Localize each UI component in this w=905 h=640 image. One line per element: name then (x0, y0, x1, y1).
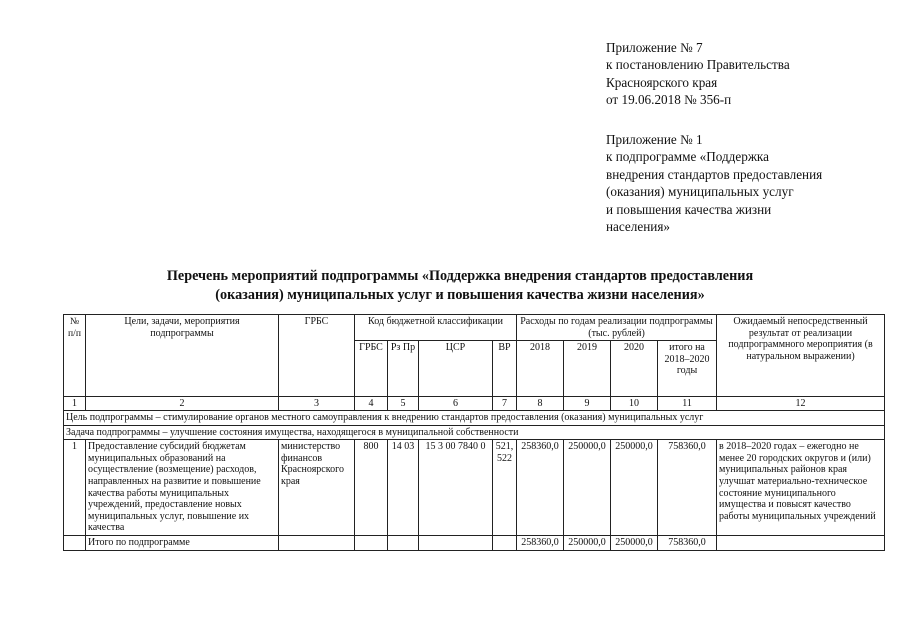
appendix-7-block (606, 39, 790, 109)
column-number: 12 (717, 397, 885, 411)
total-empty-cell (388, 535, 419, 550)
appendix-1-block (606, 131, 822, 235)
total-row (64, 535, 885, 550)
total-all: 758360,0 (658, 535, 717, 550)
column-number: 11 (658, 397, 717, 411)
appendix-7-line: к постановлению Правительства (606, 57, 790, 73)
header-expenses: Расходы по годам реализации подпрограммы (тыс. рублей) (517, 315, 717, 341)
header-budget-code: Код бюджетной классификации (355, 315, 517, 341)
item-num: 1 (64, 440, 86, 536)
column-number: 9 (564, 397, 611, 411)
column-number: 3 (279, 397, 355, 411)
header-sub-total: итого на 2018–2020 годы (658, 341, 717, 397)
item-rzpr: 14 03 (388, 440, 419, 536)
measures-table (63, 314, 885, 551)
document-title-line-1: Перечень мероприятий подпрограммы «Поддержка внедрения стандартов предоставления (166, 268, 754, 284)
total-empty-cell (717, 535, 885, 550)
header-sub-grbs: ГРБС (355, 341, 388, 397)
header-sub-rzpr: Рз Пр (388, 341, 419, 397)
item-2020: 250000,0 (611, 440, 658, 536)
column-number: 6 (419, 397, 493, 411)
document-title-line-2: (оказания) муниципальных услуг и повышения качества жизни населения» (215, 287, 705, 303)
appendix-1-line: (оказания) муниципальных услуг (606, 184, 794, 200)
table-row (64, 440, 885, 536)
header-sub-2019: 2019 (564, 341, 611, 397)
column-number: 8 (517, 397, 564, 411)
column-number: 1 (64, 397, 86, 411)
header-sub-2018: 2018 (517, 341, 564, 397)
header-sub-2020: 2020 (611, 341, 658, 397)
appendix-1-line: внедрения стандартов предоставления (606, 166, 823, 182)
item-vr: 521, 522 (493, 440, 517, 536)
appendix-1-line: населения» (606, 219, 670, 235)
appendix-1-line: Приложение № 1 (606, 132, 703, 147)
column-number: 5 (388, 397, 419, 411)
header-goals: Цели, задачи, мероприятия подпрограммы (86, 315, 279, 397)
total-empty-cell (279, 535, 355, 550)
header-sub-csr: ЦСР (419, 341, 493, 397)
item-result: в 2018–2020 годах – ежегодно не менее 20 городских округов и (или) муниципальных районов края улучшат материально-техническое состояние муниципального имущества и повысят качество работы муниципальных учреждений (717, 440, 885, 536)
total-label: Итого по подпрограмме (86, 535, 279, 550)
item-csr: 15 3 00 7840 0 (419, 440, 493, 536)
header-num: № п/п (64, 315, 86, 397)
column-number: 10 (611, 397, 658, 411)
total-empty-cell (493, 535, 517, 550)
column-number: 2 (86, 397, 279, 411)
total-2020: 250000,0 (611, 535, 658, 550)
column-number: 7 (493, 397, 517, 411)
appendix-7-line: Приложение № 7 (606, 40, 703, 55)
header-result: Ожидаемый непосредственный результат от реализации подпрограммного мероприятия (в натуральном выражении) (717, 315, 885, 397)
column-number: 4 (355, 397, 388, 411)
header-grbs: ГРБС (279, 315, 355, 397)
appendix-1-line: и повышения качества жизни (606, 201, 772, 217)
appendix-7-line: Красноярского края (606, 74, 718, 90)
appendix-7-line: от 19.06.2018 № 356-п (606, 92, 732, 108)
header-sub-vr: ВР (493, 341, 517, 397)
total-2018: 258360,0 (517, 535, 564, 550)
task-row: Задача подпрограммы – улучшение состояния имущества, находящегося в муниципальной собственности (64, 425, 885, 440)
total-empty-cell (419, 535, 493, 550)
item-name: Предоставление субсидий бюджетам муниципальных образований на осуществление (возмещение) расходов, направленных на развитие и повышение качества работы муниципальных учреждений, предоставление новых муниципальных услуг, повышение их качества (86, 440, 279, 536)
item-grbs-code: 800 (355, 440, 388, 536)
item-2019: 250000,0 (564, 440, 611, 536)
document-title (100, 267, 820, 305)
appendix-1-line: к подпрограмме «Поддержка (606, 149, 769, 165)
item-total: 758360,0 (658, 440, 717, 536)
goal-row: Цель подпрограммы – стимулирование органов местного самоуправления к внедрению стандартов предоставления (оказания) муниципальных услуг (64, 411, 885, 426)
total-2019: 250000,0 (564, 535, 611, 550)
total-empty-cell (64, 535, 86, 550)
total-empty-cell (355, 535, 388, 550)
item-2018: 258360,0 (517, 440, 564, 536)
item-grbs: министерство финансов Красноярского края (279, 440, 355, 536)
